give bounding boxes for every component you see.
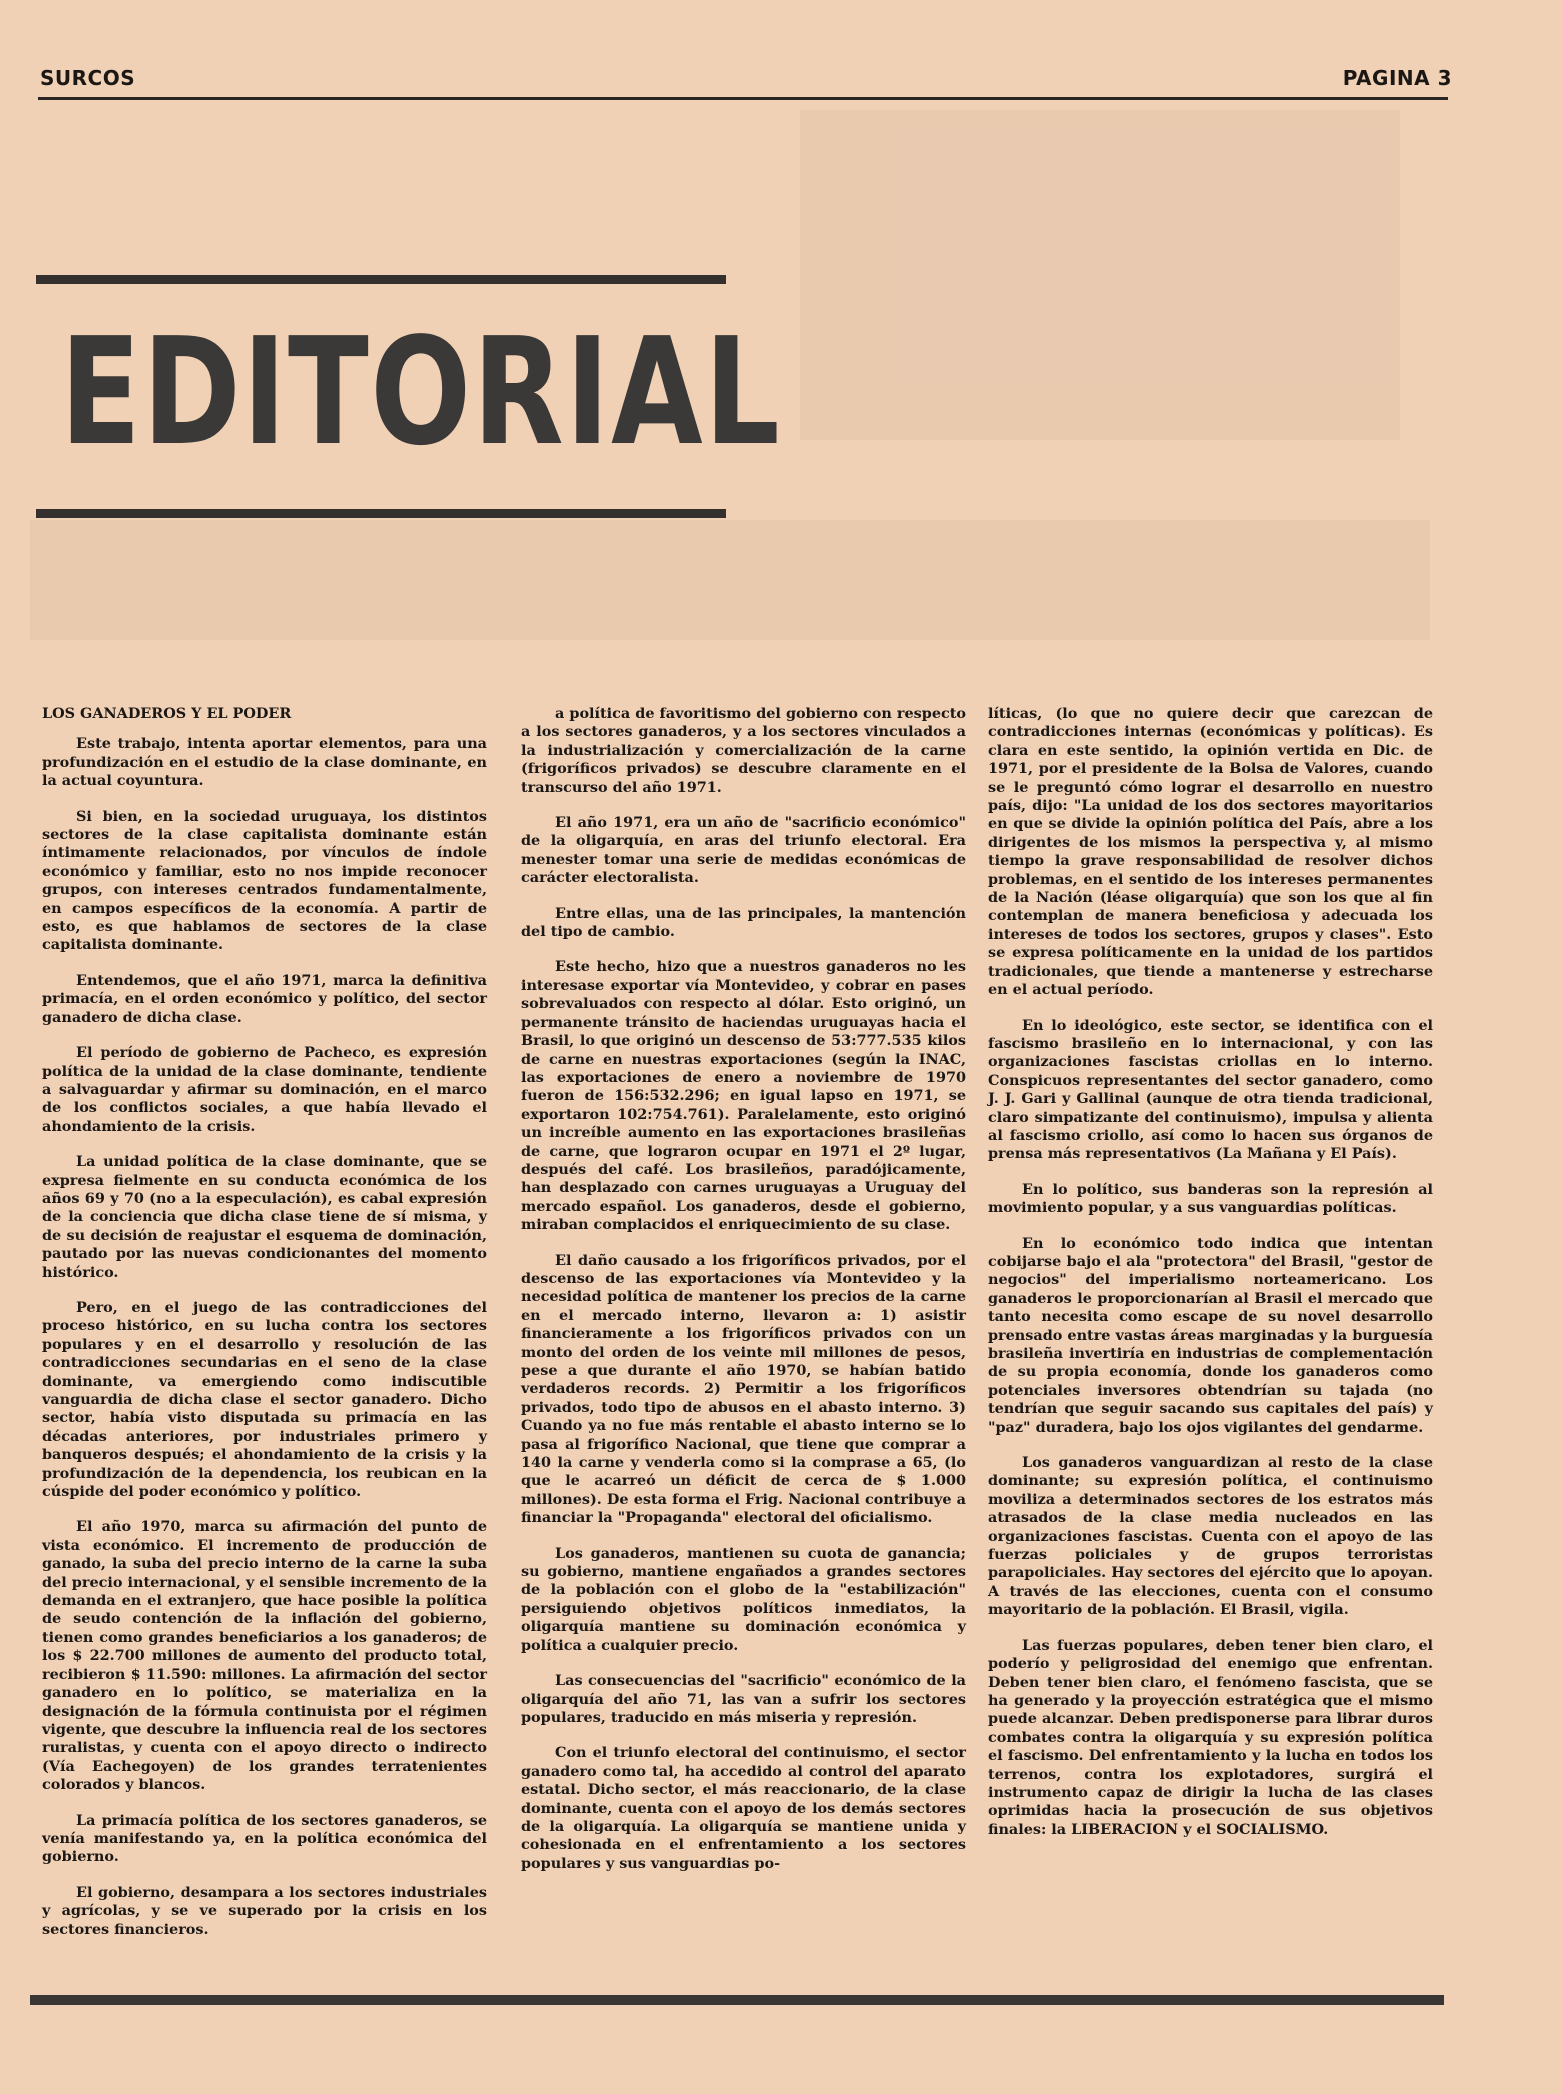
footer-rule xyxy=(30,1995,1444,2005)
editorial-title: EDITORIAL xyxy=(60,306,782,478)
paragraph: Entre ellas, una de las principales, la mantención del tipo de cambio. xyxy=(521,904,966,941)
page-number: PAGINA 3 xyxy=(1342,66,1452,90)
paragraph: En lo ideológico, este sector, se identifica con el fascismo brasileño en lo internacional, y con las organizaciones fascistas criollas en lo interno. Conspicuos representantes del sector ganadero, como J. J. Gari y Gallinal (aunque de otra tienda tradicional, claro simpatizante del continuismo), impulsa y alienta al fascismo criollo, así como lo hacen sus órganos de prensa más representativos (La Mañana y El País). xyxy=(988,1016,1433,1163)
title-top-rule xyxy=(36,275,726,284)
paragraph: Los ganaderos, mantienen su cuota de ganancia; su gobierno, mantiene engañados a grandes sectores de la población con el globo de la "estabilización" persiguiendo objetivos políticos inmediatos, la oligarquía mantiene su dominación económica y política a cualquier precio. xyxy=(521,1544,966,1654)
paragraph: El período de gobierno de Pacheco, es expresión política de la unidad de la clase dominante, tendiente a salvaguardar y afirmar su dominación, en el marco de los conflictos sociales, a que había llevado el ahondamiento de la crisis. xyxy=(42,1044,487,1135)
paragraph: Con el triunfo electoral del continuismo, el sector ganadero como tal, ha accedido al control del aparato estatal. Dicho sector, el más reaccionario, de la clase dominante, cuenta con el apoyo de los demás sectores de la oligarquía. La oligarquía se mantiene unida y cohesionada en el enfrentamiento a los sectores populares y sus vanguardias po- xyxy=(521,1744,966,1872)
paragraph: El año 1971, era un año de "sacrificio económico" de la oligarquía, en aras del triunfo electoral. Era menester tomar una serie de medidas económicas de carácter electoralista. xyxy=(521,814,966,887)
publication-name: SURCOS xyxy=(40,66,136,90)
paragraph: La unidad política de la clase dominante, que se expresa fielmente en su conducta económica de los años 69 y 70 (no a la especulación), es cabal expresión de la conciencia que dicha clase tiene de sí misma, y de su decisión de reajustar el esquema de dominación, pautado por las nuevas condicionantes del momento histórico. xyxy=(42,1153,487,1281)
paragraph: En lo político, sus banderas son la represión al movimiento popular, y a sus vanguardias políticas. xyxy=(988,1180,1433,1217)
bleed-through-shadow xyxy=(800,110,1400,440)
article-column-3 xyxy=(988,705,1433,1856)
paragraph: Entendemos, que el año 1971, marca la definitiva primacía, en el orden económico y político, del sector ganadero de dicha clase. xyxy=(42,971,487,1026)
paragraph: El año 1970, marca su afirmación del punto de vista económico. El incremento de producción de ganado, la suba del precio interno de la carne la suba del precio internacional, y el sensible incremento de la demanda en el extranjero, que hace posible la política de seudo contención de la inflación del gobierno, tienen como grandes beneficiarios a los ganaderos; de los $ 22.700 millones de aumento del producto total, recibieron $ 11.590: millones. La afirmación del sector ganadero en lo político, se materializa en la designación de la fórmula continuista por el régimen vigente, que descubre la influencia real de los sectores ruralistas, y cuenta con el apoyo directo o indirecto (Vía Eachegoyen) de los grandes terratenientes colorados y blancos. xyxy=(42,1518,487,1794)
paragraph: Este trabajo, intenta aportar elementos, para una profundización en el estudio de la clase dominante, en la actual coyuntura. xyxy=(42,735,487,790)
title-bottom-rule xyxy=(36,509,726,518)
paragraph: El gobierno, desampara a los sectores industriales y agrícolas, y se ve superado por la crisis en los sectores financieros. xyxy=(42,1883,487,1938)
paragraph: Este hecho, hizo que a nuestros ganaderos no les interesase exportar vía Montevideo, y cobrar en pases sobrevaluados con respecto al dólar. Esto originó, un permanente tránsito de haciendas uruguayas hacia el Brasil, lo que originó un descenso de 53:777.535 kilos de carne en nuestras exportaciones (según la INAC, las exportaciones de enero a noviembre de 1970 fueron de 156:532.296; en igual lapso en 1971, se exportaron 102:754.761). Paralelamente, esto originó un increíble aumento en las exportaciones brasileñas de carne, que lograron ocupar en 1971 el 2º lugar, después del café. Los brasileños, paradójicamente, han desplazado con carnes uruguayas a Uruguay del mercado español. Los ganaderos, desde el gobierno, miraban complacidos el enriquecimiento de su clase. xyxy=(521,958,966,1234)
paragraph: Las fuerzas populares, deben tener bien claro, el poderío y peligrosidad del enemigo que enfrentan. Deben tener bien claro, el fenómeno fascista, que se ha generado y la proyección estratégica que el mismo puede alcanzar. Deben predisponerse para librar duros combates contra la oligarquía y su expresión política el fascismo. Del enfrentamiento y la lucha en todos los terrenos, contra los explotadores, surgirá el instrumento capaz de dirigir la lucha de las clases oprimidas hacia la prosecución de sus objetivos finales: la LIBERACION y el SOCIALISMO. xyxy=(988,1636,1433,1838)
paragraph: líticas, (lo que no quiere decir que carezcan de contradicciones internas (económicas y políticas). Es clara en este sentido, la opinión vertida en Dic. de 1971, por el presidente de la Bolsa de Valores, cuando se le preguntó cómo lograr el desarrollo en nuestro país, dijo: "La unidad de los dos sectores mayoritarios en que se divide la opinión política del País, abre a los dirigentes de los mismos la perspectiva y, al mismo tiempo la grave responsabilidad de resolver dichos problemas, en el sentido de los intereses permanentes de la Nación (léase oligarquía) que son los que al fin contemplan de manera beneficiosa y adecuada los intereses de todos los sectores, grupos y clases". Esto se expresa políticamente en la unidad de los partidos tradicionales, que tiende a mantenerse y estrecharse en el actual período. xyxy=(988,705,1433,999)
bleed-through-shadow xyxy=(30,520,1430,640)
article-heading: LOS GANADEROS Y EL PODER xyxy=(42,705,292,722)
paragraph: Las consecuencias del "sacrificio" económico de la oligarquía del año 71, las van a sufrir los sectores populares, traducido en más miseria y represión. xyxy=(521,1672,966,1726)
paragraph: a política de favoritismo del gobierno con respecto a los sectores ganaderos, y a los sectores vinculados a la industrialización y comercialización de la carne (frigoríficos privados) se descubre claramente en el transcurso del año 1971. xyxy=(521,705,966,796)
paragraph: Pero, en el juego de las contradicciones del proceso histórico, en su lucha contra los sectores populares y en el desarrollo y resolución de las contradicciones secundarias en el seno de la clase dominante, va emergiendo como indiscutible vanguardia de dicha clase el sector ganadero. Dicho sector, había visto disputada su primacía en las décadas anteriores, por industriales primero y banqueros después; el ahondamiento de la crisis y la profundización de la dependencia, los reubican en la cúspide del poder económico y político. xyxy=(42,1298,487,1501)
paragraph: Los ganaderos vanguardizan al resto de la clase dominante; su expresión política, el continuismo moviliza a determinados sectores de los estratos más atrasados de la clase media nucleados en las organizaciones fascistas. Cuenta con el apoyo de las fuerzas policiales y de grupos terroristas parapoliciales. Hay sectores del ejército que lo apoyan. A través de las elecciones, cuenta con el consumo mayoritario de la población. El Brasil, vigila. xyxy=(988,1454,1433,1619)
paragraph: Si bien, en la sociedad uruguaya, los distintos sectores de la clase capitalista dominante están íntimamente relacionados, por vínculos de índole económico y familiar, esto no nos impide reconocer grupos, con intereses centrados fundamentalmente, en campos específicos de la economía. A partir de esto, es que hablamos de sectores de la clase capitalista dominante. xyxy=(42,807,487,954)
paragraph: La primacía política de los sectores ganaderos, se venía manifestando ya, en la política económica del gobierno. xyxy=(42,1811,487,1866)
article-column-2 xyxy=(521,705,966,1890)
paragraph: El daño causado a los frigoríficos privados, por el descenso de las exportaciones vía Montevideo y la necesidad política de mantener los precios de la carne en el mercado interno, llevaron a: 1) asistir financieramente a los frigoríficos privados con un monto del orden de los veinte mil millones de pesos, pese a que durante el año 1970, se habían batido verdaderos records. 2) Permitir a los frigoríficos privados, todo tipo de abusos en el abasto interno. 3) Cuando ya no fue más rentable el abasto interno se lo pasa al frigorífico Nacional, que tiene que comprar a 140 la carne y venderla como si la comprase a 65, (lo que le acarreó un déficit de cerca de $ 1.000 millones). De esta forma el Frig. Nacional contribuye a financiar la "Propaganda" electoral del oficialismo. xyxy=(521,1251,966,1527)
article-column-1 xyxy=(42,705,487,1956)
paragraph: En lo económico todo indica que intentan cobijarse bajo el ala "protectora" del Brasil, "gestor de negocios" del imperialismo norteamericano. Los ganaderos le proporcionarían al Brasil el mercado que tanto necesita como escape de su novel desarrollo prensado entre vastas áreas marginadas y la burguesía brasileña invertiría en industrias de complementación de su propia economía, donde los ganaderos como potenciales inversores obtendrían su tajada (no tendrían que seguir sacando sus capitales del país) y "paz" duradera, bajo los ojos vigilantes del gendarme. xyxy=(988,1234,1433,1436)
header-rule xyxy=(38,97,1448,100)
